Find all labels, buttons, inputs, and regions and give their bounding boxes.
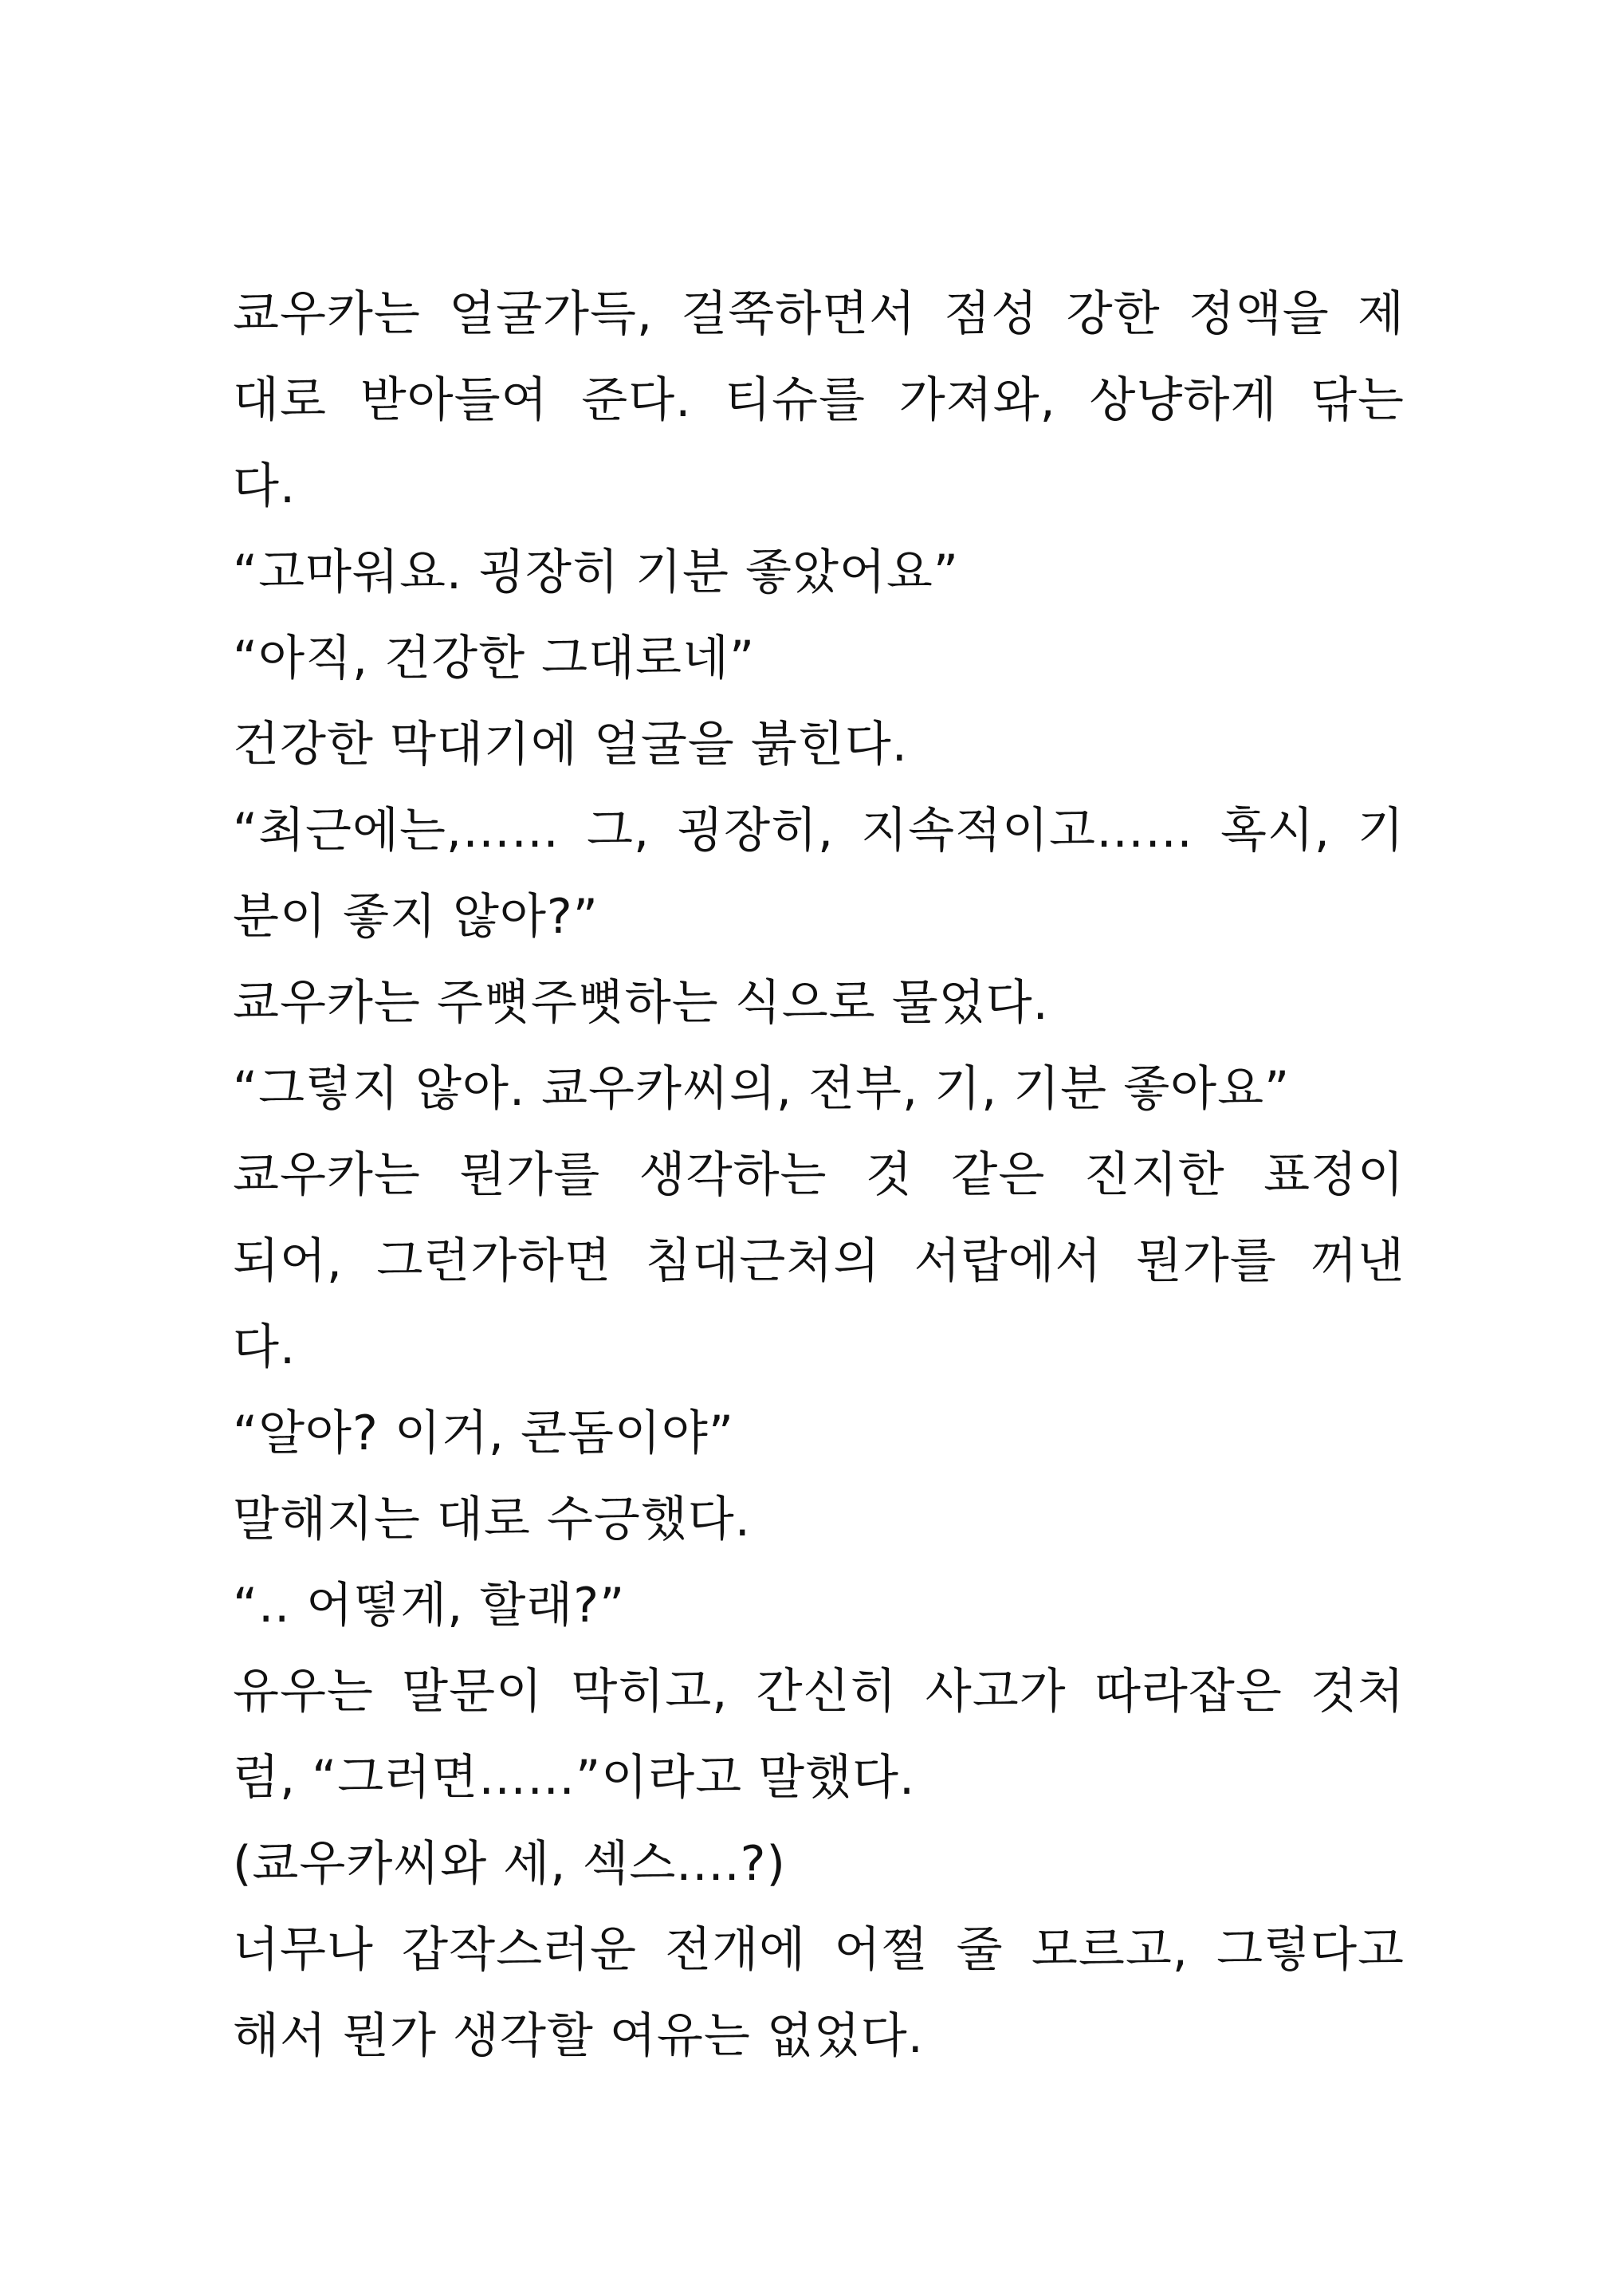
text-line: 쿄우카는 얼굴가득, 걸쭉하면서 점성 강한 정액을 제 (233, 286, 1405, 342)
text-line: 유우는 말문이 막히고, 간신히 사고가 따라잡은 것처 (233, 1664, 1405, 1720)
text-line: “알아? 이거, 콘돔이야” (233, 1406, 734, 1461)
text-line: 다. (233, 458, 297, 514)
text-line: 되어, 그런가하면 침대근처의 서랍에서 뭔가를 꺼낸 (233, 1233, 1405, 1289)
text-line: (쿄우카씨와 세, 섹스....?) (233, 1836, 786, 1892)
text-line: 쿄우카는 주뼛주뼛하는 식으로 물었다. (233, 975, 1049, 1031)
text-line: “아직, 건강한 그대로네” (233, 631, 756, 686)
text-line: 분이 좋지 않아?” (233, 889, 599, 945)
text-line: 해서 뭔가 생각할 여유는 없었다. (233, 2008, 924, 2064)
text-line: “.. 어떻게, 할래?” (233, 1578, 626, 1634)
text-line: 말해지는 대로 수긍했다. (233, 1492, 751, 1547)
text-line: 건강한 막대기에 얼굴을 붉힌다. (233, 717, 908, 773)
text-line: “최근에는,…… 그, 굉장히, 지속적이고…… 혹시, 기 (233, 803, 1405, 859)
text-line: “그렇지 않아. 쿄우카씨의, 전부, 기, 기분 좋아요” (233, 1061, 1291, 1117)
text-line: 너무나 갑작스러운 전개에 어쩔 줄 모르고, 그렇다고 (233, 1922, 1405, 1978)
text-line: 다. (233, 1319, 297, 1375)
text-line: 쿄우카는 뭔가를 생각하는 것 같은 진지한 표정이 (233, 1147, 1405, 1203)
body-text (233, 271, 1405, 2079)
text-line: 대로 받아들여 준다. 티슈를 가져와, 상냥하게 닦는 (233, 372, 1405, 428)
text-line: 럼, “그러면……”이라고 말했다. (233, 1750, 916, 1806)
text-line: “고마워요. 굉장히 기분 좋았어요” (233, 545, 959, 600)
